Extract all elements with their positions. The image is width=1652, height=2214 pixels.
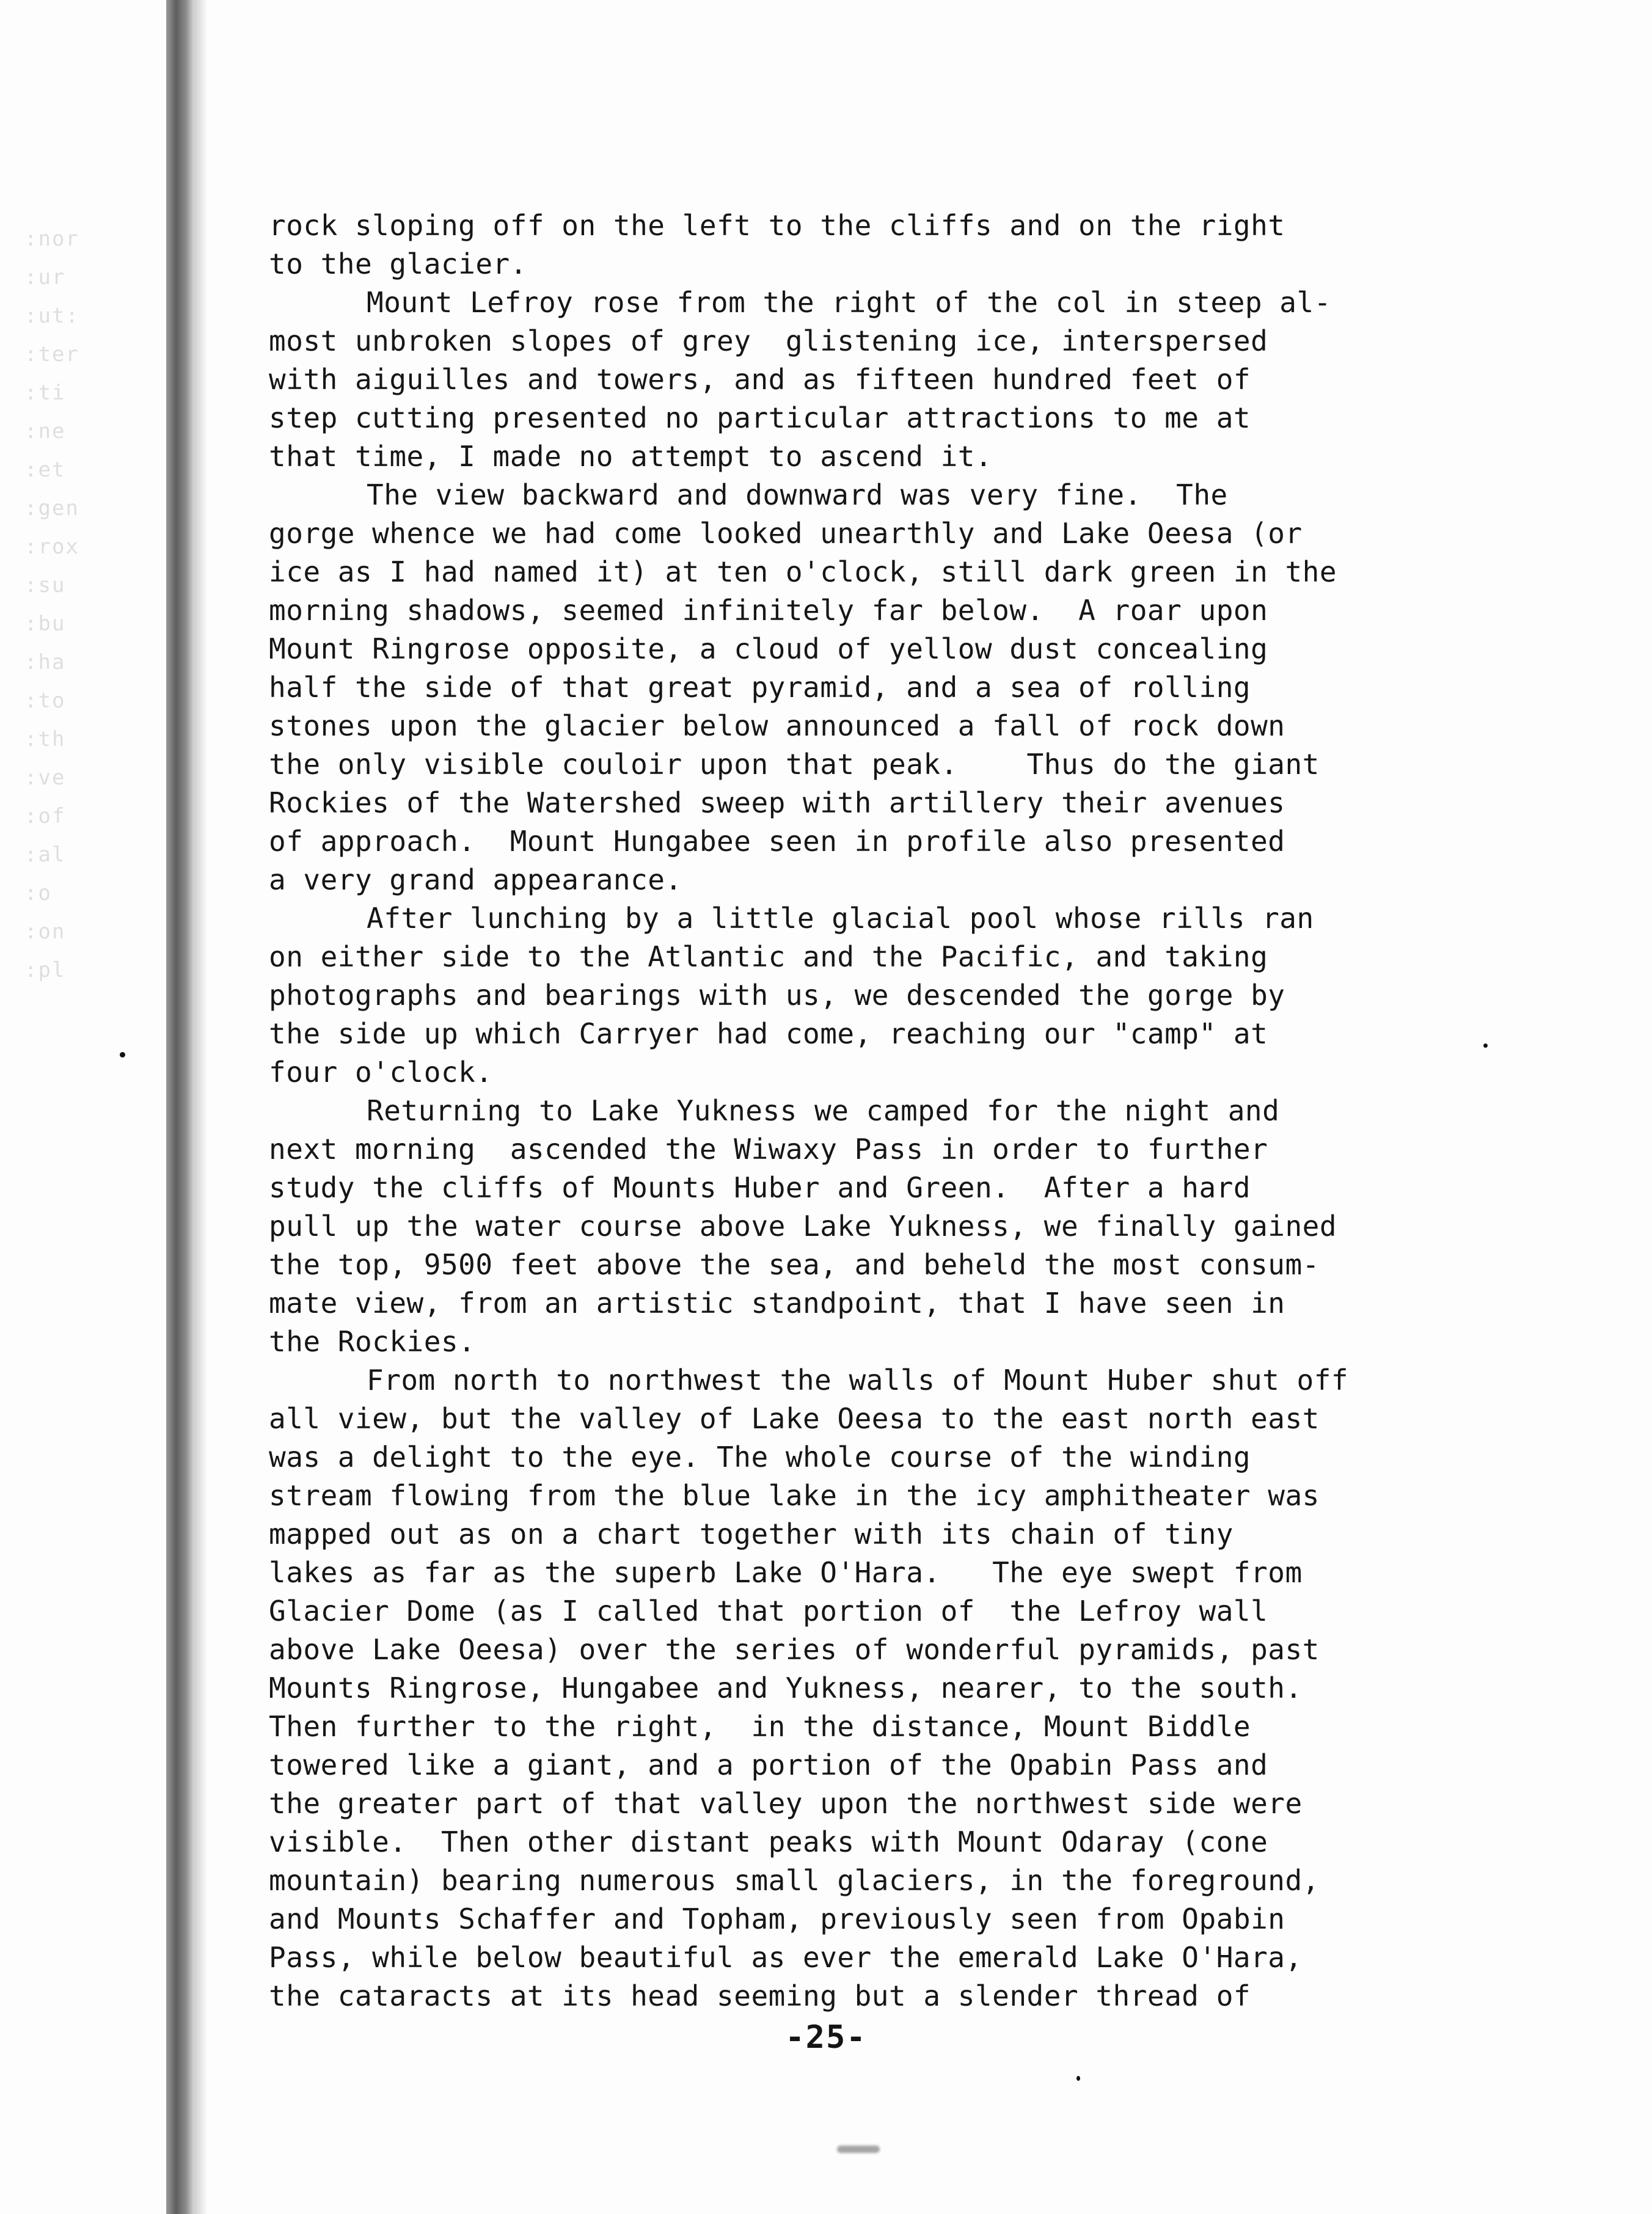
text-line: with aiguilles and towers, and as fifteen hundred feet of [269, 363, 1251, 396]
page-number: -25- [785, 2019, 867, 2056]
text-line: Glacier Dome (as I called that portion of the Lefroy wall [269, 1595, 1268, 1628]
page-binding-edge [166, 0, 194, 2214]
text-line: was a delight to the eye. The whole course of the winding [269, 1441, 1251, 1474]
text-line: Mount Ringrose opposite, a cloud of yellow dust concealing [269, 632, 1268, 665]
text-line: ice as I had named it) at ten o'clock, still dark green in the [269, 555, 1337, 588]
text-line: the side up which Carryer had come, reaching our "camp" at [269, 1017, 1268, 1050]
text-line: on either side to the Atlantic and the Pacific, and taking [269, 940, 1268, 973]
text-line: half the side of that great pyramid, and a sea of rolling [269, 671, 1251, 704]
binding-shadow [194, 0, 208, 2214]
text-line: towered like a giant, and a portion of the Opabin Pass and [269, 1748, 1268, 1781]
text-line: stones upon the glacier below announced a fall of rock down [269, 709, 1285, 742]
text-line: Mount Lefroy rose from the right of the col in steep al- [367, 286, 1331, 319]
ink-speck [1483, 1043, 1488, 1048]
typed-text-body [269, 206, 1540, 2015]
text-line: Returning to Lake Yukness we camped for the night and [367, 1094, 1280, 1127]
text-line: and Mounts Schaffer and Topham, previously seen from Opabin [269, 1902, 1285, 1935]
text-line: above Lake Oeesa) over the series of wonderful pyramids, past [269, 1633, 1320, 1666]
text-line: step cutting presented no particular attractions to me at [269, 401, 1251, 434]
text-line: Rockies of the Watershed sweep with artillery their avenues [269, 786, 1285, 819]
text-line: four o'clock. [269, 1056, 493, 1089]
text-line: Mounts Ringrose, Hungabee and Yukness, nearer, to the south. [269, 1671, 1303, 1704]
text-line: morning shadows, seemed infinitely far below. A roar upon [269, 594, 1268, 627]
text-line: next morning ascended the Wiwaxy Pass in order to further [269, 1133, 1268, 1166]
ink-speck [1076, 2076, 1080, 2081]
text-line: all view, but the valley of Lake Oeesa to the east north east [269, 1402, 1320, 1435]
text-line: lakes as far as the superb Lake O'Hara. The eye swept from [269, 1556, 1303, 1589]
text-line: the Rockies. [269, 1325, 476, 1358]
ink-speck [120, 1052, 125, 1058]
ink-smudge [837, 2146, 880, 2153]
text-line: the cataracts at its head seeming but a slender thread of [269, 1979, 1251, 2012]
text-line: mate view, from an artistic standpoint, that I have seen in [269, 1287, 1285, 1320]
text-line: the only visible couloir upon that peak. Thus do the giant [269, 748, 1320, 781]
text-line: photographs and bearings with us, we descended the gorge by [269, 979, 1285, 1012]
text-line: Then further to the right, in the distance, Mount Biddle [269, 1710, 1251, 1743]
text-line: After lunching by a little glacial pool whose rills ran [367, 902, 1314, 935]
text-line: rock sloping off on the left to the cliffs and on the right [269, 209, 1285, 242]
text-line: mountain) bearing numerous small glaciers, in the foreground, [269, 1864, 1320, 1897]
text-line: most unbroken slopes of grey glistening ice, interspersed [269, 324, 1268, 357]
text-line: of approach. Mount Hungabee seen in profile also presented [269, 825, 1285, 858]
text-line: pull up the water course above Lake Yukness, we finally gained [269, 1210, 1337, 1243]
text-line: Pass, while below beautiful as ever the emerald Lake O'Hara, [269, 1941, 1303, 1974]
text-line: visible. Then other distant peaks with Mount Odaray (cone [269, 1825, 1268, 1858]
text-line: a very grand appearance. [269, 863, 682, 896]
text-line: From north to northwest the walls of Mount Huber shut off [367, 1364, 1349, 1397]
text-line: gorge whence we had come looked unearthly and Lake Oeesa (or [269, 517, 1303, 550]
text-line: mapped out as on a chart together with its chain of tiny [269, 1518, 1234, 1551]
text-line: study the cliffs of Mounts Huber and Green. After a hard [269, 1171, 1251, 1204]
text-line: stream flowing from the blue lake in the icy amphitheater was [269, 1479, 1320, 1512]
text-line: to the glacier. [269, 247, 527, 280]
text-line: that time, I made no attempt to ascend it. [269, 440, 993, 473]
text-line: the top, 9500 feet above the sea, and beheld the most consum- [269, 1248, 1320, 1281]
bleed-through-margin: :nor :ur :ut: :ter :ti :ne :et :gen :rox :su :bu :ha :to :th :ve :of :al :o :on :pl [24, 227, 79, 982]
text-line: The view backward and downward was very fine. The [367, 478, 1228, 511]
text-line: the greater part of that valley upon the northwest side were [269, 1787, 1303, 1820]
